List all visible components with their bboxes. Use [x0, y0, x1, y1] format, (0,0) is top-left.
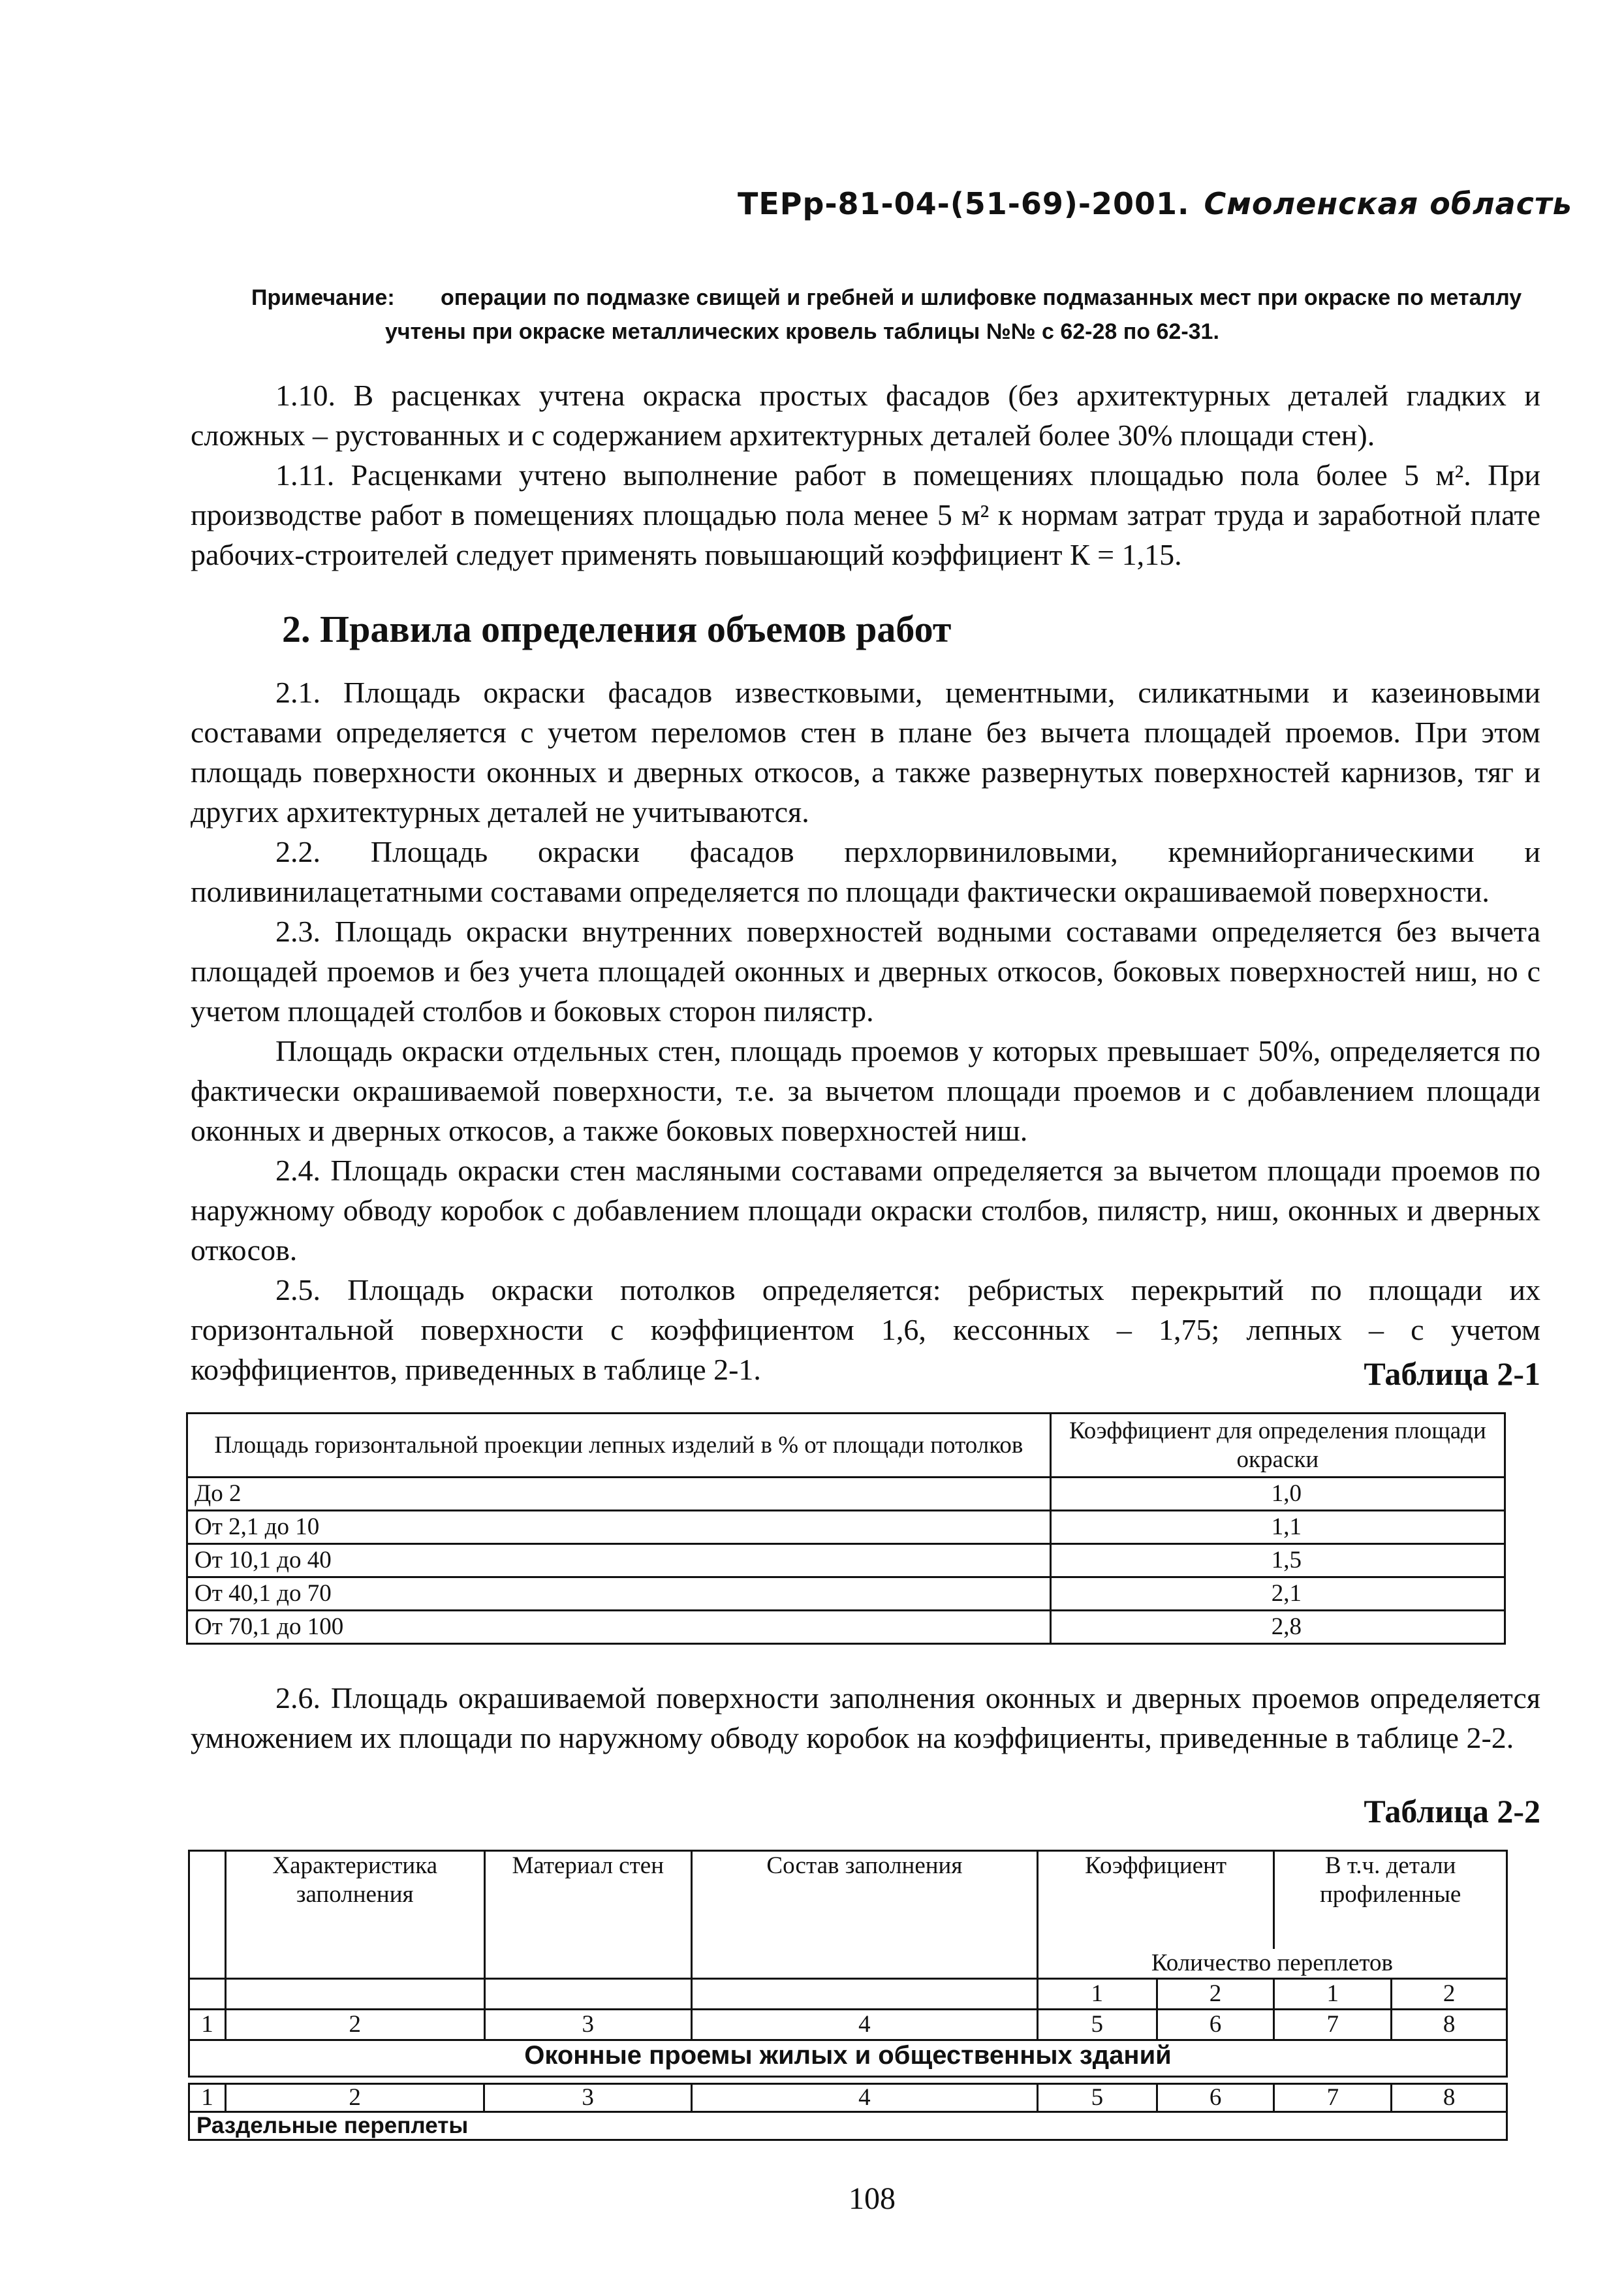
running-header	[738, 186, 1572, 221]
intro-paragraphs	[191, 375, 1540, 575]
table-2-2-caption: Таблица 2-2	[1364, 1793, 1540, 1829]
paragraph-1-10: 1.10. В расценках учтена окраска простых фасадов (без архитектурных деталей гладких и сложных – рустованных и с содержанием архитектурных деталей более 30% площади стен).	[191, 379, 1540, 452]
region-name: Смоленская область	[1204, 186, 1572, 221]
table-cell: От 70,1 до 100	[187, 1611, 1051, 1644]
table-cell	[225, 1979, 484, 2010]
table-cell: 1,5	[1050, 1544, 1505, 1577]
table-row	[187, 1478, 1505, 1511]
table-number-row	[189, 2084, 1507, 2112]
table-header-row	[187, 1414, 1505, 1478]
table-cell: 1	[1037, 1979, 1157, 2010]
paragraph-1-11: 1.11. Расценками учтено выполнение работ в помещениях площадью пола более 5 м². При производстве работ в помещениях площадью пола менее 5 м² к нормам затрат труда и заработной плате рабочих-строителей следует применять повышающий коэффициент К = 1,15.	[191, 458, 1540, 571]
table-row	[187, 1577, 1505, 1611]
table-cell: 2	[1392, 1979, 1507, 2010]
column-header: Коэффициент	[1037, 1851, 1274, 1949]
table-cell: 1,0	[1050, 1478, 1505, 1511]
table-number-row	[189, 2010, 1507, 2040]
table-cell: 1,1	[1050, 1511, 1505, 1544]
table-cell: 5	[1037, 2084, 1157, 2112]
rules-paragraphs	[191, 672, 1540, 1389]
table-cell: От 40,1 до 70	[187, 1577, 1051, 1611]
paragraph-2-6-block	[191, 1678, 1540, 1758]
table-cell: 3	[484, 2010, 692, 2040]
table-cell: До 2	[187, 1478, 1051, 1511]
paragraph-2-3: 2.3. Площадь окраски внутренних поверхностей водными составами определяется без вычета площадей проемов и без учета площадей оконных и дверных откосов, боковых поверхностей ниш, но с учетом площадей столбов и боковых сторон пилястр.	[191, 915, 1540, 1028]
table-header-row	[189, 1979, 1507, 2010]
table-cell: 7	[1274, 2084, 1392, 2112]
paragraph-2-5: 2.5. Площадь окраски потолков определяется: ребристых перекрытий по площади их горизонтальной поверхности с коэффициентом 1,6, кессонных – 1,75; лепных – с учетом коэффициентов, приведенных в таблице 2-1.	[191, 1273, 1540, 1386]
table-cell: От 10,1 до 40	[187, 1544, 1051, 1577]
table-cell	[484, 1979, 692, 2010]
column-header: В т.ч. детали профиленные	[1274, 1851, 1507, 1949]
column-header: Площадь горизонтальной проекции лепных изделий в % от площади потолков	[187, 1414, 1051, 1478]
paragraph-2-1: 2.1. Площадь окраски фасадов известковыми, цементными, силикатными и казеиновыми составами определяется с учетом переломов стен в плане без вычета площадей проемов. При этом площадь поверхности оконных и дверных откосов, а также развернутых поверхностей карнизов, тяг и других архитектурных деталей не учитываются.	[191, 676, 1540, 829]
table-row	[187, 1511, 1505, 1544]
table-cell	[692, 1979, 1038, 2010]
table-2-1-caption: Таблица 2-1	[1364, 1355, 1540, 1392]
table-header-row	[189, 1851, 1507, 1949]
paragraph-2-6: 2.6. Площадь окрашиваемой поверхности заполнения оконных и дверных проемов определяется умножением их площади по наружному обводу коробок на коэффициенты, приведенные в таблице 2-2.	[191, 1681, 1540, 1754]
table-cell: 7	[1274, 2010, 1392, 2040]
column-header: Материал стен	[484, 1851, 692, 1979]
paragraph-2-2: 2.2. Площадь окраски фасадов перхлорвиниловыми, кремнийорганическими и поливинилацетатными составами определяется по площади фактически окрашиваемой поверхности.	[191, 835, 1540, 908]
note-line-2: учтены при окраске металлических кровель таблицы №№ с 62-28 по 62-31.	[385, 319, 1219, 344]
paragraph-2-4: 2.4. Площадь окраски стен масляными составами определяется за вычетом площади проемов по наружному обводу коробок с добавлением площади окраски столбов, пилястр, ниш, оконных и дверных откосов.	[191, 1154, 1540, 1267]
table-cell: 2,8	[1050, 1611, 1505, 1644]
document-code: ТЕРр-81-04-(51-69)-2001.	[738, 186, 1190, 221]
table-row	[187, 1544, 1505, 1577]
table-row-label: Раздельные переплеты	[189, 2112, 1507, 2140]
table-2-2	[188, 1850, 1508, 2078]
table-cell: 1	[1274, 1979, 1392, 2010]
column-header: Количество переплетов	[1037, 1949, 1507, 1979]
table-cell: 1	[189, 2084, 226, 2112]
table-cell: 2	[1157, 1979, 1274, 2010]
table-cell: 2	[225, 2010, 484, 2040]
table-2-2-continued	[188, 2083, 1508, 2141]
note-label: Примечание:	[251, 285, 395, 310]
column-header: Характеристика заполнения	[225, 1851, 484, 1979]
table-cell: 1	[189, 2010, 226, 2040]
table-cell: 5	[1037, 2010, 1157, 2040]
table-cell: 4	[692, 2010, 1038, 2040]
table-cell	[189, 1851, 226, 1979]
table-cell: 8	[1392, 2010, 1507, 2040]
table-2-1	[186, 1412, 1506, 1645]
table-cell: От 2,1 до 10	[187, 1511, 1051, 1544]
table-cell: 3	[484, 2084, 692, 2112]
section-heading: Оконные проемы жилых и общественных зданий	[189, 2040, 1507, 2077]
table-cell: 2	[225, 2084, 484, 2112]
table-cell: 8	[1392, 2084, 1507, 2112]
column-header: Состав заполнения	[692, 1851, 1038, 1979]
note-line-1: операции по подмазке свищей и гребней и шлифовке подмазанных мест при окраске по металлу	[441, 285, 1522, 310]
page-number: 108	[849, 2181, 896, 2216]
section-title: 2. Правила определения объемов работ	[282, 608, 952, 650]
table-cell	[189, 1979, 226, 2010]
table-cell: 6	[1157, 2084, 1274, 2112]
table-cell: 6	[1157, 2010, 1274, 2040]
table-cell: 2,1	[1050, 1577, 1505, 1611]
paragraph-2-3-cont: Площадь окраски отдельных стен, площадь проемов у которых превышает 50%, определяется по фактически окрашиваемой поверхности, т.е. за вычетом площади проемов и с добавлением площади оконных и дверных откосов, а также боковых поверхностей ниш.	[191, 1034, 1540, 1147]
column-header: Коэффициент для определения площади окраски	[1050, 1414, 1505, 1478]
table-section-row	[189, 2040, 1507, 2077]
table-row	[187, 1611, 1505, 1644]
note-block	[251, 281, 1544, 349]
table-cell: 4	[691, 2084, 1037, 2112]
table-row	[189, 2112, 1507, 2140]
